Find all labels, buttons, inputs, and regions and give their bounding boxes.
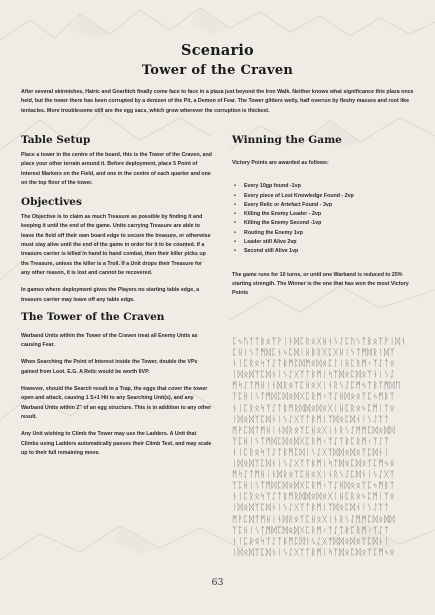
- rune-line: ᛁᛞᛟᛞᛉᛈᛞᚾᛁᛊᛇᚷᛉᛏᛒᛗᛁᛋᛉᛞᛟᛈᛞᛟᛉᛈᛗᛃᛟ: [232, 546, 396, 557]
- winning-closing: The game runs for 10 turns, or until one Warband is reduced to 25% starting strength. The Winner is the one that has won the most Victory Points: [232, 271, 409, 297]
- rune-line: ᛗᛋᛇᛏᛗᚺᛁᚾᛞᚱᛟᛉᛈᚺᛟᚷᛁᚾᚱᛊᛇᛈᛞᚾᛁᛊᛇᚷᛉ: [232, 469, 396, 480]
- rune-line: ᚾᛁᛈᚱᛟᛋᛉᛇᛏᛒᛗᛈᛞᛁᛊᛇᚷᛉᛞᛞᛟᛞᛟᛉᛈᛞᚾᛁ: [232, 446, 390, 457]
- rune-line: ᛁᛞᛟᛞᛉᛈᛞᚾᛁᛊᛇᚷᛉᛏᛒᛗᛁᛋᛉᛞᛟᛈᛞᛟᛉᚾᛁᛊᛇ: [232, 369, 396, 380]
- list-item: • Every piece of Lost Knowledge Found - 2vp: [234, 192, 354, 199]
- list-item: • Killing the Enemy Leader - 2vp: [234, 211, 322, 218]
- right-column: [232, 134, 418, 307]
- rune-line: ᛉᛈᚺᛁᛊᛏᛗᛞᛈᛞᛟᛞᚷᛈᚱᛗᚲᛉᛇᛏᛒᛈᚱᛗᚲᛉᛇᛏ: [232, 435, 390, 446]
- tower-paragraph: Any Unit wishing to Climb the Tower may use the Ladders. A Unit that Climbs using Ladders automatically passes their Climb Test, and may scale up to their full remaining move.: [21, 431, 212, 456]
- rune-line: ᛈᛃᚢᛉᛏᛒᛟᛉᚹᛁᚾᛞᛈᚱᛟᚷᚺᚾᛊᛇᛈᚢᛊᛏᛒᛟᛉᚹᛁᛞᚾ: [232, 336, 407, 346]
- list-item: • Leader still Alive 2vp: [234, 239, 297, 246]
- rune-line: ᚾᛁᛈᚱᛟᛋᛉᛇᛏᛒᛗᛈᛞᛁᛊᛇᚷᛉᛞᛞᛟᛞᛟᛉᛈᛞᚾᛁ: [232, 535, 390, 546]
- rune-line: ᛉᛈᚺᛁᛊᛏᛗᛞᛈᛞᛟᛞᚷᛈᚱᛗᚲᛉᛇᛏᛒᛈᚱᛗᚲᛉᛇᛏ: [232, 524, 390, 535]
- list-item: • Second still Alive 1vp: [234, 248, 299, 255]
- rune-line: ᚾᛁᛈᚱᛟᛋᛉᛇᛏᛒᛗᚱᛞᛞᛟᛞᛟᚷᛁᚺᛈᚱᛟᛃᛈᛗᛁᛉᛟ: [232, 491, 396, 502]
- tower-paragraph: Warband Units within the Tower of the Craven treat all Enemy Units as causing Fear.: [21, 332, 198, 349]
- table-setup-heading: Table Setup: [21, 134, 91, 146]
- rune-line: ᛁᛞᛟᛞᛉᛈᛞᚾᛁᛊᛇᚷᛉᛏᛒᛗᛁᛉᛞᛟᛈᛞᚾᛁᛊᛇᛉᛏ: [232, 413, 390, 424]
- scenario-title: Tower of the Craven: [141, 63, 294, 78]
- rune-line: ᛉᛈᚺᛁᛊᛏᛗᛞᛈᛞᛟᛞᚷᛈᚱᛗᚲᛉᛇᚺᛞᛟᛟᛉᛈᛃᛗᛒᛉ: [232, 480, 396, 491]
- victory-points-list: [232, 182, 418, 256]
- list-item: • Every 10gp found -1vp: [234, 183, 301, 190]
- page-number: 63: [211, 577, 224, 588]
- list-item: • Every Relic or Artefact Found - 3vp: [234, 201, 333, 208]
- winning-heading: Winning the Game: [232, 134, 342, 146]
- scenario-label: Scenario: [181, 42, 254, 59]
- rune-line: ᛉᛈᚺᛁᛊᛏᛗᛞᛈᛞᛟᛞᚷᛈᚱᛗᚲᛉᛇᚺᛞᛟᛟᛉᛈᛃᛗᛒᛉ: [232, 391, 396, 402]
- left-column: [21, 134, 212, 466]
- winning-lead: Victory Points are awarded as follows:: [232, 160, 329, 166]
- rune-line: ᛁᛞᛟᛞᛉᛈᛞᚾᛁᛊᛇᚷᛉᛏᛒᛗᛁᛋᛉᛞᛟᛈᛞᛟᛉᛈᛗᛃᛟ: [232, 458, 396, 469]
- rune-line: ᚾᛁᛈᚱᛟᛋᛉᛇᛏᛒᛗᚱᛞᛞᛟᛞᛟᚷᛁᚺᛈᚱᛟᛃᛈᛗᛁᛉᛟ: [232, 402, 396, 413]
- objectives-paragraph: In games where deployment gives the Players no starting table edge, a treasure carrier may leave off any table edge.: [21, 287, 200, 303]
- tower-paragraph: When Searching the Point of Interest inside the Tower, double the VPs gained from Loot. E.G. A Relic would be worth 6VP.: [21, 359, 198, 375]
- objectives-heading: Objectives: [21, 196, 82, 209]
- list-item: • Killing the Enemy Second -1vp: [234, 220, 322, 227]
- rune-line: ᛗᛋᛇᛏᛗᚺᛁᚾᛞᚱᛟᛉᛈᚺᛟᚷᛁᚾᚱᛊᛇᛈᛗᛃᛏᛒᛉᛗᛞᛖ: [232, 380, 401, 391]
- tower-heading: The Tower of the Craven: [21, 310, 165, 323]
- rune-decoration: [232, 336, 420, 568]
- rune-line: ᛁᛞᛟᛞᛉᛈᛞᚾᛁᛊᛇᚷᛉᛏᛒᛗᛁᛉᛞᛟᛈᛞᚾᛁᛊᛇᛉᛏ: [232, 502, 390, 513]
- rune-line: ᛗᚹᛈᛞᛏᛗᚺᛁᚾᛞᚱᛟᛉᛈᚺᛟᚷᛁᚾᚱᛊᛇᛗᛗᛈᛞᛟᛞᛞ: [232, 424, 396, 435]
- intro-paragraph: After several skirmishes, Halric and Gnarlitch finally come face to face in a plaza just beyond the Iron Walk. Neither knows what significance this plaza once held, but the tower there has been corrupted by a denizen of the Pit, a Demon of Fear. The Tower glitters wetly, half overrun by fleshy masses and root like tentacles. More troublesome still are the egg sacs, which grow wherever the corruption is thickest.: [21, 89, 414, 114]
- table-setup-text: Place a tower in the centre of the board, this is the Tower of the Craven, and place your other terrain around it. Before deployment, place 5 Point of Interest Markers on the Field, and one in the centre of each quarter and one on the top floor of the tower.: [21, 152, 212, 186]
- list-item: • Routing the Enemy 1vp: [234, 229, 303, 236]
- rune-line: ᛗᚹᛈᛞᛏᛗᚺᛁᚾᛞᚱᛟᛉᛈᚺᛟᚷᛁᚾᚱᛊᛇᛗᛗᛈᛞᛟᛞᛞ: [232, 513, 396, 524]
- tower-paragraph: However, should the Search result in a Trap, the eggs that cover the tower open and attack, causing 1 S+1 Hit to any Searching Unit(s), and any Warband Units within 2" of an egg structure. This is in addition to any other result.: [21, 386, 212, 420]
- rune-line: ᚾᛁᛈᚱᛟᛋᛉᛇᛏᛒᛗᛈᛞᛗᛟᛞᛟᛈᛚᛁᚺᛈᚱᛗᚲᛉᛇᛏᛟ: [232, 358, 396, 369]
- rune-line: ᛈᚺᛁᛊᛏᛗᛞᛈᚾᛃᛈᛞᛁᚺᛒᚱᚷᛈᚷᚺᛁᛊᛏᛗᛞᚱᛁᛞᛉ: [232, 347, 396, 358]
- objectives-paragraph: The Objective is to claim as much Treasure as possible by finding it and keeping it until the end of the game. Units carrying Treasure are able to leave the field off their own board edge to secure the treasure, or otherwise must stay alive until the end of the game in order for it to be counted. If a treasure carrier is killed in hand to hand combat, then their killer picks up the Treasure, unless the killer is a Troll. If a Unit drops their Treasure for any other reason, it is lost and cannot be recovered.: [21, 214, 211, 276]
